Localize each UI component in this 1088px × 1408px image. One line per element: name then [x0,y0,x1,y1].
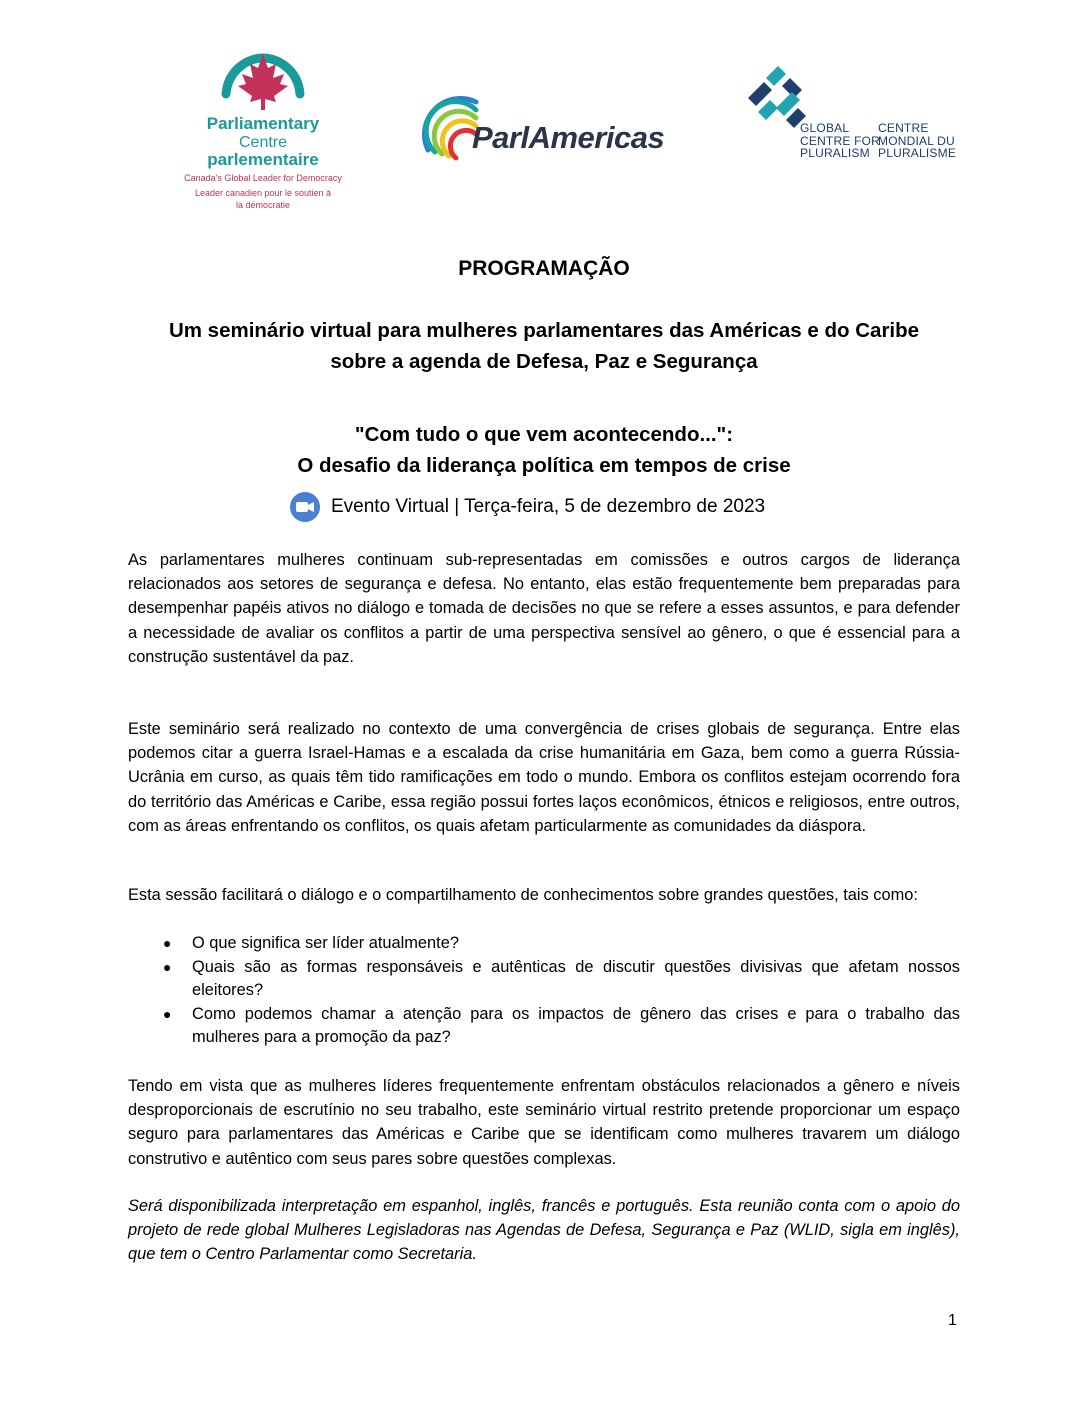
gc-fr-line: MONDIAL DU [878,133,955,148]
gc-en-line: CENTRE FOR [800,133,880,148]
global-centre-pluralism-logo [742,60,972,170]
context-paragraph: Este seminário será realizado no contexto de uma convergência de crises globais de segurança. Entre elas podemos citar a guerra Israel-Hamas e a escalada da crise humanitária em Gaza, bem como a guerra Rússia-Ucrânia em curso, as quais têm tido ramificações em todo o mundo. Embora os conflitos estejam ocorrendo fora do território das Américas e Caribe, essa região possui fortes laços econômicos, étnicos e religiosos, entre outros, com as áreas enfrentando os conflitos, os quais afetam particularmente as comunidades da diáspora. [128,720,960,835]
bullet-icon: ● [163,958,172,975]
seminar-quote-title [0,419,1088,481]
pc-tagline-en: Canada's Global Leader for Democracy [184,173,342,183]
gc-fr-line: PLURALISME [878,146,957,160]
parliamentary-centre-logo [168,50,358,220]
maple-leaf-icon [218,50,308,112]
quote-line: "Com tudo o que vem acontecendo...": [354,423,734,446]
list-item-text: Como podemos chamar a atenção para os impactos de gênero das crises e para o trabalho das mulheres para a promoção da paz? [192,1004,960,1046]
subtitle-line: Um seminário virtual para mulheres parlamentares das Américas e do Caribe [168,319,920,342]
gc-fr-line: CENTRE [878,121,929,135]
pc-name-line2: Centre [238,134,288,151]
quote-line: O desafio da liderança política em tempos de crise [297,454,791,477]
pc-name-line1: Parliamentary [206,114,320,133]
pc-tagline-fr: Leader canadien pour le soutien à la démocratie [194,188,332,210]
seminar-subtitle [0,315,1088,377]
list-item-text: O que significa ser líder atualmente? [192,934,459,952]
subtitle-line: sobre a agenda de Defesa, Paz e Segurança [330,350,758,373]
interpretation-note: Será disponibilizada interpretação em espanhol, inglês, francês e português. Esta reunião conta com o apoio do projeto de rede global Mulheres Legisladoras nas Agendas de Defesa, Segurança e Paz (WLID, sigla em inglês), que tem o Centro Parlamentar como Secretaria. [128,1197,960,1264]
safe-space-paragraph: Tendo em vista que as mulheres líderes frequentemente enfrentam obstáculos relacionados a gênero e níveis desproporcionais de escrutínio no seu trabalho, este seminário virtual restrito pretende proporcionar um espaço seguro para parlamentares das Américas e Caribe que se identificam como mulheres travarem um diálogo construtivo e autêntico com seus pares sobre questões complexas. [128,1077,960,1168]
pc-name-line3: parlementaire [207,150,319,169]
bullet-icon: ● [163,935,172,951]
parlamericas-logo [418,96,680,180]
intro-paragraph: As parlamentares mulheres continuam sub-representadas em comissões e outros cargos de liderança relacionados aos setores de segurança e defesa. No entanto, elas estão frequentemente bem preparadas para desempenhar papéis ativos no diálogo e tomada de decisões no que se refere a esses assuntos, e para defender a necessidade de avaliar os conflitos a partir de uma perspectiva sensível ao gênero, o que é essencial para a construção sustentável da paz. [128,551,960,666]
list-item [128,932,960,956]
bullet-icon: ● [163,1005,172,1022]
list-item [128,956,960,1003]
gc-name-fr [878,122,956,160]
video-camera-icon [290,492,320,522]
gc-name-en [800,122,880,160]
parlamericas-wordmark: ParlAmericas [472,120,665,155]
list-item [128,1003,960,1050]
gc-en-line: GLOBAL [800,121,850,135]
list-item-text: Quais são as formas responsáveis e autênticas de discutir questões divisivas que afetam nossos eleitores? [192,957,960,999]
page-number: 1 [948,1312,957,1329]
page-title: PROGRAMAÇÃO [458,257,630,280]
event-date-text: Evento Virtual | Terça-feira, 5 de dezembro de 2023 [331,496,766,517]
event-info [290,492,765,522]
questions-list [128,932,960,1050]
session-paragraph: Esta sessão facilitará o diálogo e o compartilhamento de conhecimentos sobre grandes questões, tais como: [128,886,918,904]
gc-en-line: PLURALISM [800,146,870,160]
